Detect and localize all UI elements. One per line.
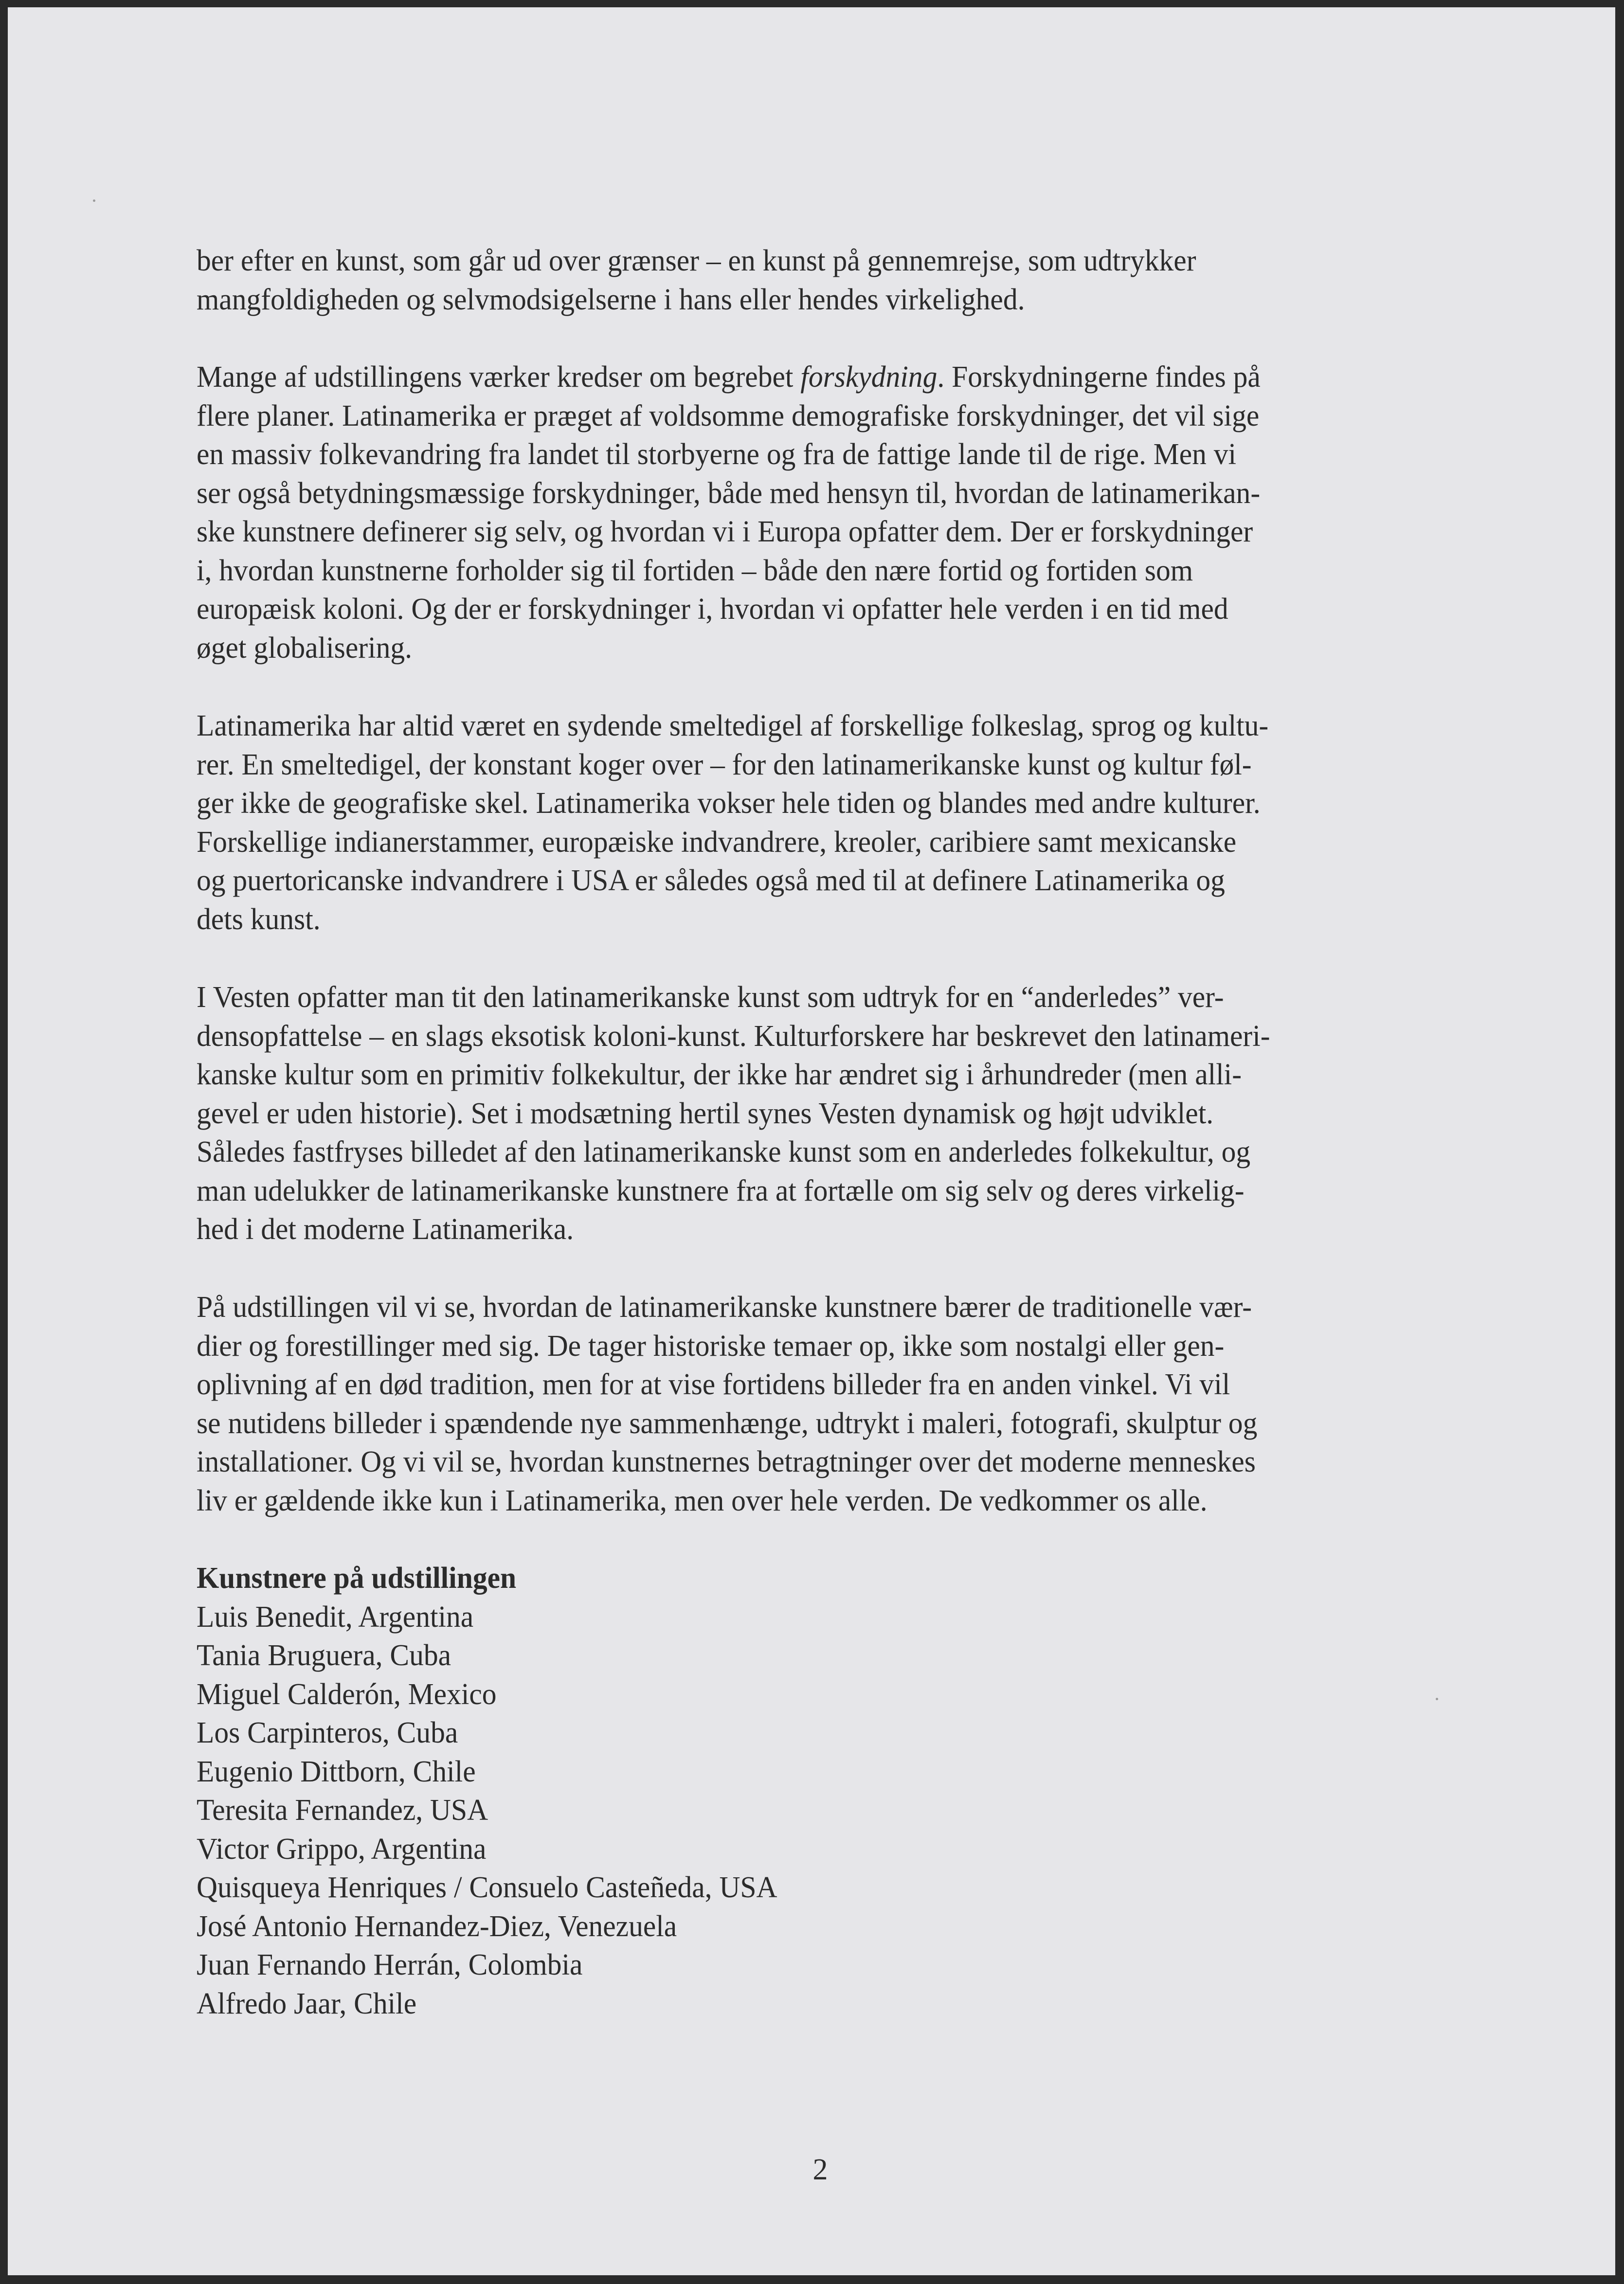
paragraph-4	[197, 978, 1411, 1249]
text-line: og puertoricanske indvandrere i USA er således også med til at definere Latinamerika og	[197, 864, 1225, 897]
text-line: se nutidens billeder i spændende nye sammenhænge, udtrykt i maleri, fotografi, skulptur og	[197, 1406, 1258, 1440]
text-line: rer. En smeltedigel, der konstant koger over – for den latinamerikanske kunst og kultur føl-	[197, 748, 1252, 781]
text-line	[197, 358, 1411, 397]
text-line: man udelukker de latinamerikanske kunstnere fra at fortælle om sig selv og deres virkelig-	[197, 1174, 1245, 1207]
artist-item: Quisqueya Henriques / Consuelo Casteñeda, USA	[197, 1871, 777, 1904]
text-line: mangfoldigheden og selvmodsigelserne i hans eller hendes virkelighed.	[197, 283, 1025, 316]
artist-item: Juan Fernando Herrán, Colombia	[197, 1948, 583, 1981]
paper-speck	[1436, 1698, 1438, 1700]
artist-item: Miguel Calderón, Mexico	[197, 1677, 497, 1711]
text-line: ber efter en kunst, som går ud over grænser – en kunst på gennemrejse, som udtrykker	[197, 244, 1196, 277]
text-line: Således fastfryses billedet af den latinamerikanske kunst som en anderledes folkekultur, og	[197, 1135, 1251, 1169]
artist-item: Victor Grippo, Argentina	[197, 1832, 487, 1866]
text-line: densopfattelse – en slags eksotisk koloni-kunst. Kulturforskere har beskrevet den latinameri-	[197, 1019, 1270, 1053]
text-line: På udstillingen vil vi se, hvordan de latinamerikanske kunstnere bærer de traditionelle vær-	[197, 1291, 1252, 1324]
text-line: gevel er uden historie). Set i modsætning hertil synes Vesten dynamisk og højt udviklet.	[197, 1097, 1214, 1130]
page-number: 2	[812, 2153, 828, 2186]
text-line: Latinamerika har altid været en sydende smeltedigel af forskellige folkeslag, sprog og kultu-	[197, 709, 1269, 742]
paragraph-2	[197, 358, 1411, 667]
paragraph-5	[197, 1288, 1411, 1520]
text-line: Forskellige indianerstammer, europæiske indvandrere, kreoler, caribiere samt mexicanske	[197, 825, 1237, 859]
text-line: dier og forestillinger med sig. De tager historiske temaer op, ikke som nostalgi eller gen-	[197, 1329, 1225, 1363]
text-line: hed i det moderne Latinamerika.	[197, 1213, 574, 1246]
text-line: ger ikke de geografiske skel. Latinamerika vokser hele tiden og blandes med andre kulturer.	[197, 787, 1261, 820]
paper-speck	[93, 199, 95, 202]
artist-item: Alfredo Jaar, Chile	[197, 1987, 417, 2020]
text-line: kanske kultur som en primitiv folkekultur, der ikke har ændret sig i århundreder (men alli-	[197, 1058, 1242, 1091]
text-run: . Forskydningerne findes på	[937, 360, 1261, 394]
artist-item: Los Carpinteros, Cuba	[197, 1716, 458, 1749]
text-run: Mange af udstillingens værker kredser om begrebet	[197, 360, 801, 394]
text-line: europæisk koloni. Og der er forskydninger i, hvordan vi opfatter hele verden i en tid med	[197, 593, 1228, 626]
paragraph-3	[197, 707, 1411, 939]
artist-item: Luis Benedit, Argentina	[197, 1600, 474, 1634]
document-page	[8, 7, 1615, 2275]
text-line: ser også betydningsmæssige forskydninger, både med hensyn til, hvordan de latinamerikan-	[197, 476, 1261, 510]
artist-list	[197, 1559, 1411, 2023]
text-line: installationer. Og vi vil se, hvordan kunstnernes betragtninger over det moderne menneskes	[197, 1445, 1256, 1478]
text-line: øget globalisering.	[197, 631, 413, 665]
artist-item: Tania Bruguera, Cuba	[197, 1639, 451, 1672]
emphasized-term: forskydning	[800, 360, 938, 394]
paragraph-1	[197, 242, 1411, 319]
text-line: ske kunstnere definerer sig selv, og hvordan vi i Europa opfatter dem. Der er forskydninger	[197, 515, 1253, 548]
text-line: oplivning af en død tradition, men for at vise fortidens billeder fra en anden vinkel. Vi vil	[197, 1368, 1230, 1401]
text-line: I Vesten opfatter man tit den latinamerikanske kunst som udtryk for en “anderledes” ver-	[197, 981, 1224, 1014]
text-line: i, hvordan kunstnerne forholder sig til fortiden – både den nære fortid og fortiden som	[197, 554, 1193, 587]
artist-item: José Antonio Hernandez-Diez, Venezuela	[197, 1909, 677, 1943]
text-line: en massiv folkevandring fra landet til storbyerne og fra de fattige lande til de rige. Men vi	[197, 438, 1237, 471]
artist-item: Eugenio Dittborn, Chile	[197, 1755, 476, 1788]
text-line: flere planer. Latinamerika er præget af voldsomme demografiske forskydninger, det vil sige	[197, 399, 1260, 432]
text-line: dets kunst.	[197, 902, 321, 936]
text-line: liv er gældende ikke kun i Latinamerika, men over hele verden. De vedkommer os alle.	[197, 1484, 1208, 1517]
artist-item: Teresita Fernandez, USA	[197, 1794, 488, 1827]
artist-list-heading: Kunstnere på udstillingen	[197, 1562, 517, 1595]
